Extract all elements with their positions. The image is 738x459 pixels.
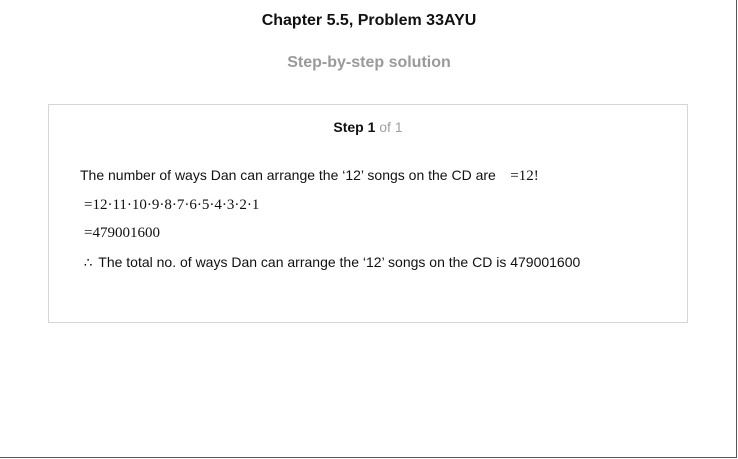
intro-math: =12!	[510, 168, 539, 184]
solution-line-conclusion	[84, 254, 580, 272]
conclusion-text: The total no. of ways Dan can arrange the ‘12’ songs on the CD is 479001600	[98, 254, 581, 270]
factorial-expansion: =12·11·10·9·8·7·6·5·4·3·2·1	[84, 197, 260, 213]
step-label: Step 1	[333, 119, 376, 135]
step-card	[48, 104, 688, 323]
chapter-title: Chapter 5.5, Problem 33AYU	[261, 12, 477, 29]
solution-line-intro	[80, 167, 539, 185]
step-header	[49, 119, 687, 135]
solution-line-result	[84, 224, 160, 242]
solution-line-expansion	[84, 196, 259, 214]
solution-subtitle: Step-by-step solution	[287, 54, 451, 71]
factorial-result: =479001600	[84, 225, 160, 241]
step-count: of 1	[379, 119, 403, 135]
therefore-icon: ∴	[84, 256, 93, 271]
intro-text: The number of ways Dan can arrange the ‘12’ songs on the CD are	[80, 167, 496, 183]
